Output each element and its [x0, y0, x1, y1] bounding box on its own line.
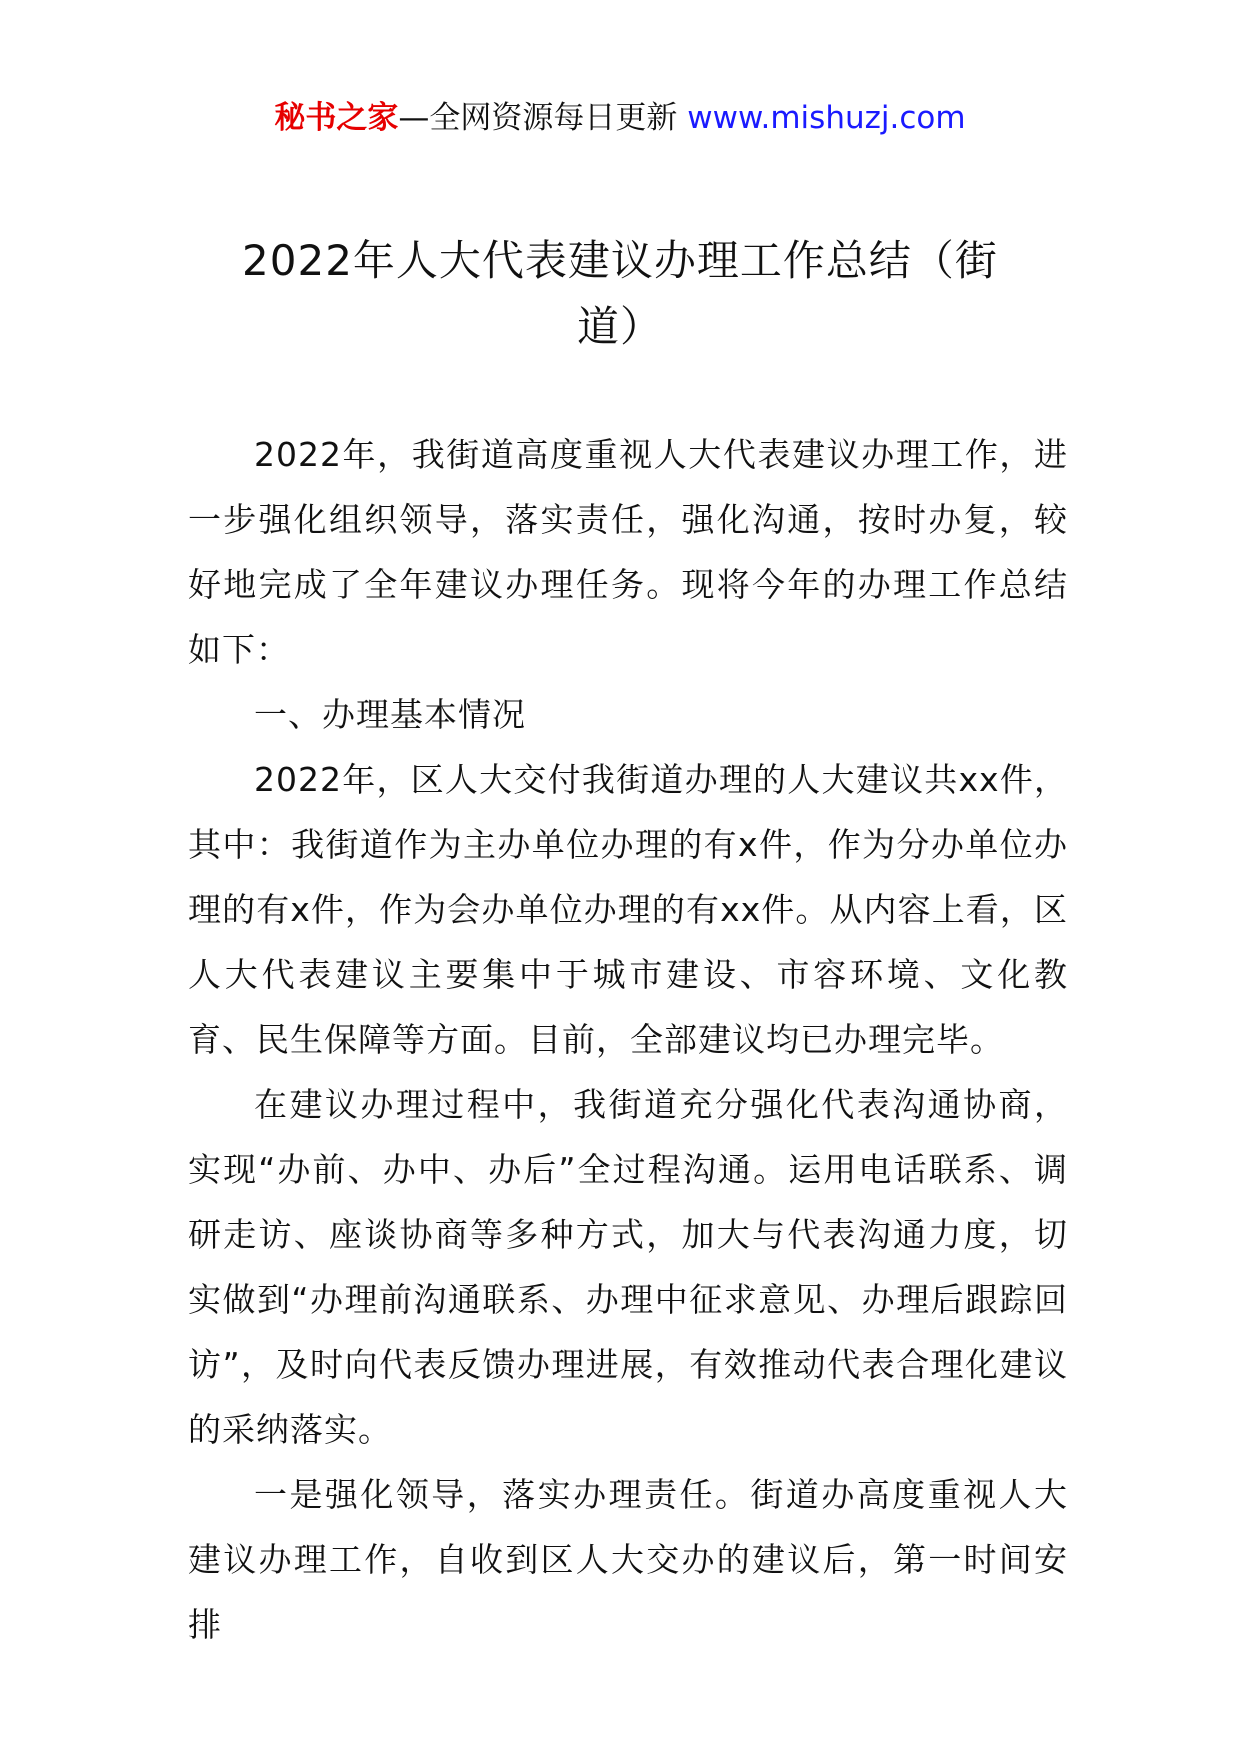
document-body — [188, 422, 1068, 1657]
header-tagline: —全网资源每日更新 — [398, 100, 688, 136]
communication-paragraph: 在建议办理过程中，我街道充分强化代表沟通协商，实现“办前、办中、办后”全过程沟通。运用电话联系、调研走访、座谈协商等多种方式，加大与代表沟通力度，切实做到“办理前沟通联系、办理中征求意见、办理后跟踪回访”，及时向代表反馈办理进展，有效推动代表合理化建议的采纳落实。 — [188, 1085, 1068, 1449]
leadership-paragraph: 一是强化领导，落实办理责任。街道办高度重视人大建议办理工作，自收到区人大交办的建议后，第一时间安排 — [188, 1475, 1068, 1644]
document-title: 2022年人大代表建议办理工作总结（街道） — [242, 236, 998, 351]
basic-situation-paragraph: 2022年，区人大交付我街道办理的人大建议共xx件，其中：我街道作为主办单位办理的有x件，作为分办单位办理的有x件，作为会办单位办理的有xx件。从内容上看，区人大代表建议主要集中于城市建设、市容环境、文化教育、民生保障等方面。目前，全部建议均已办理完毕。 — [188, 760, 1068, 1059]
section-heading-basic-situation: 一、办理基本情况 — [254, 695, 526, 734]
site-header — [0, 98, 1240, 138]
brand-name: 秘书之家 — [274, 100, 399, 136]
intro-paragraph: 2022年，我街道高度重视人大代表建议办理工作，进一步强化组织领导，落实责任，强化沟通，按时办复，较好地完成了全年建议办理任务。现将今年的办理工作总结如下： — [188, 435, 1068, 669]
site-url-link[interactable]: www.mishuzj.com — [687, 100, 966, 136]
